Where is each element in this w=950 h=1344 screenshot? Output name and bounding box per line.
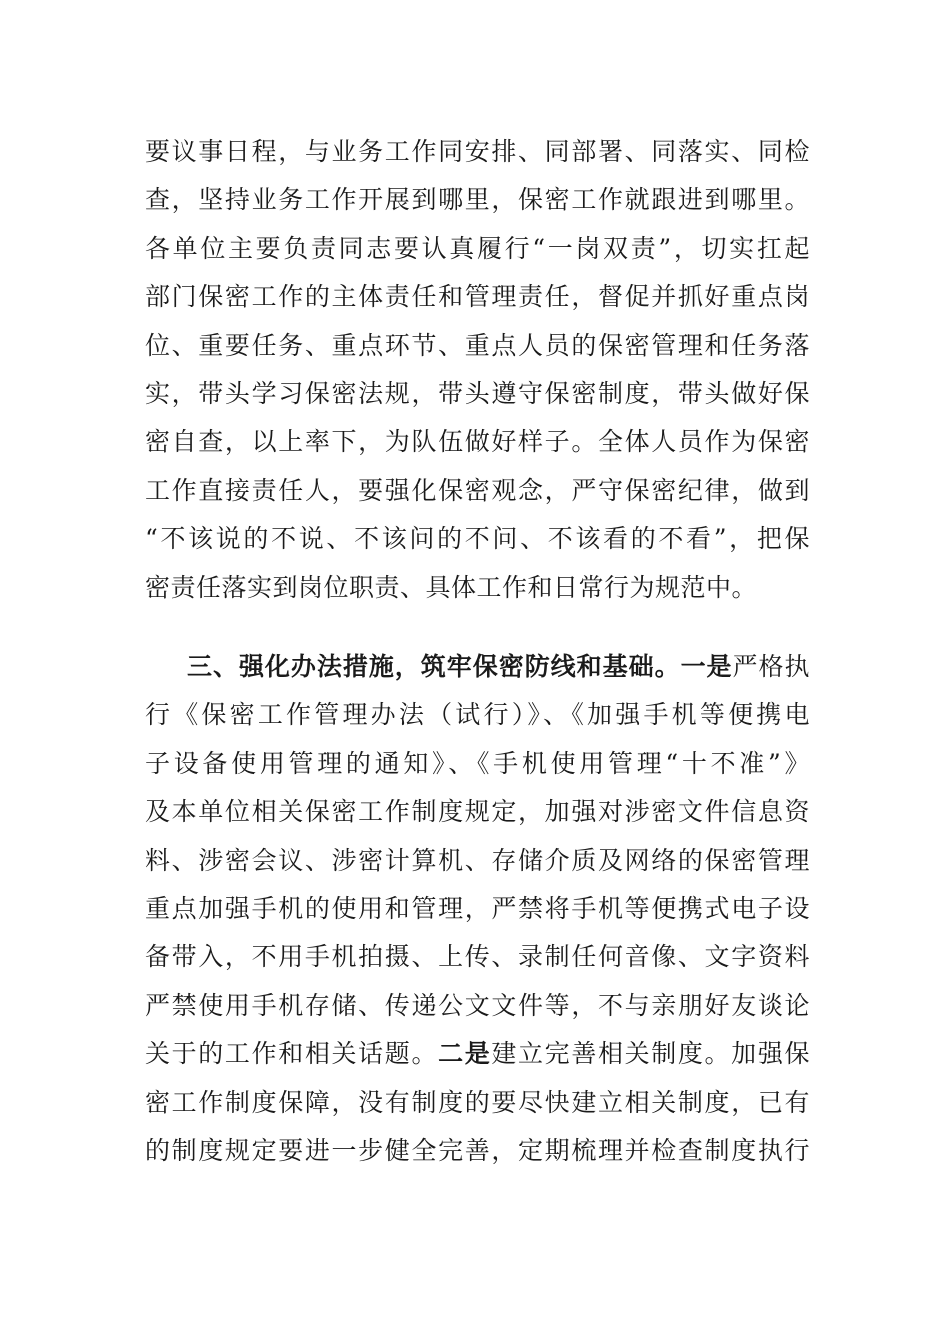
paragraph-measures [145,643,810,1175]
text-line: 各单位主要负责同志要认真履行“一岗双责”，切实扛起 [145,233,810,263]
text-run: 严格执 [732,652,810,681]
text-run: 建立完善相关制度。加强保 [491,1039,810,1069]
point-marker-one: 一是 [680,652,733,681]
text-line: 实，带头学习保密法规，带头遵守保密制度，带头做好保 [145,378,810,408]
text-line: 严禁使用手机存储、传递公文文件等，不与亲朋好友谈论 [145,990,810,1020]
text-line: 工作直接责任人，要强化保密观念，严守保密纪律，做到 [145,475,810,505]
text-line: 密工作制度保障，没有制度的要尽快建立相关制度，已有 [145,1087,810,1117]
text-line: 行《保密工作管理办法（试行）》、《加强手机等便携电 [145,700,810,730]
text-line [145,1030,810,1078]
text-line: 位、重要任务、重点环节、重点人员的保密管理和任务落 [145,330,810,360]
text-line: 重点加强手机的使用和管理，严禁将手机等便携式电子设 [145,893,810,923]
text-line: 要议事日程，与业务工作同安排、同部署、同落实、同检 [145,137,810,166]
text-line: 料、涉密会议、涉密计算机、存储介质及网络的保密管理 [145,845,810,875]
text-run: 关于的工作和相关话题。 [145,1039,439,1069]
text-line: “不该说的不说、不该问的不问、不该看的不看”，把保 [145,524,810,554]
paragraph-responsibility [145,128,810,612]
text-line: 查，坚持业务工作开展到哪里，保密工作就跟进到哪里。 [145,185,810,215]
section-heading-line [145,643,810,691]
point-marker-two: 二是 [438,1039,492,1069]
text-line: 密责任落实到岗位职责、具体工作和日常行为规范中。 [145,572,758,602]
text-line: 备带入，不用手机拍摄、上传、录制任何音像、文字资料 [145,942,810,972]
text-line: 密自查，以上率下，为队伍做好样子。全体人员作为保密 [145,427,810,457]
text-line: 及本单位相关保密工作制度规定，加强对涉密文件信息资 [145,797,810,827]
text-line: 的制度规定要进一步健全完善，定期梳理并检查制度执行 [145,1135,810,1165]
section-heading: 三、强化办法措施，筑牢保密防线和基础。 [187,652,681,681]
text-line: 部门保密工作的主体责任和管理责任，督促并抓好重点岗 [145,282,810,312]
text-line: 子设备使用管理的通知》、《手机使用管理“十不准”》 [145,748,810,778]
